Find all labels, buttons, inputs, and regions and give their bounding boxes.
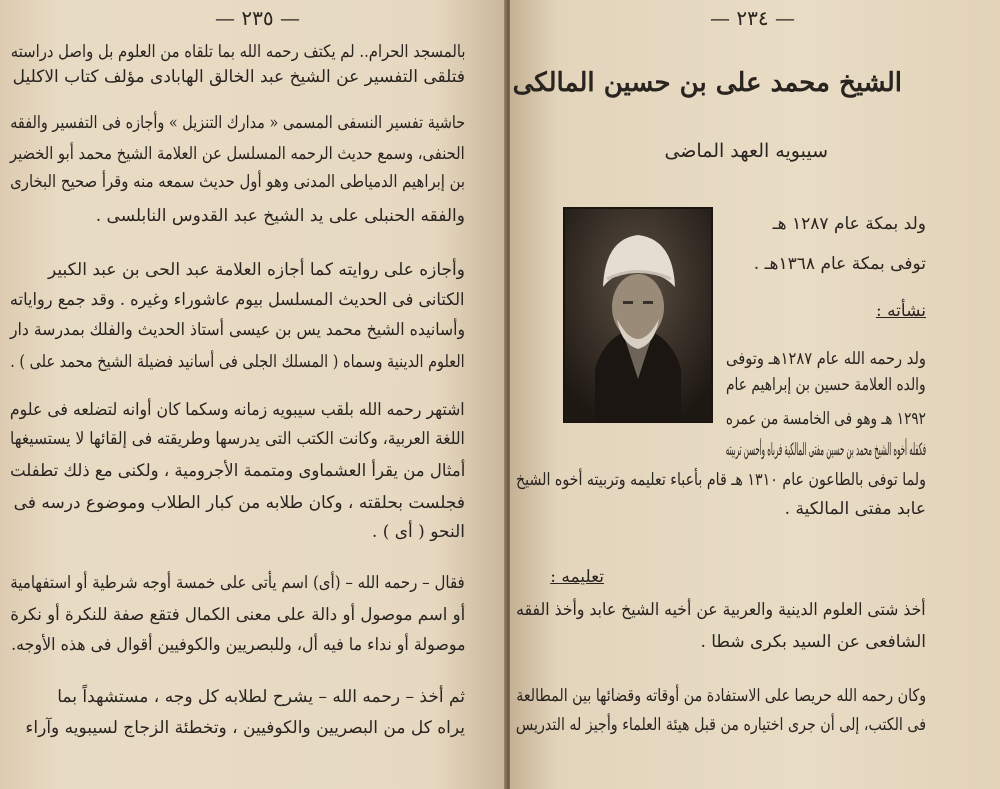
text-line: فكفله أخوه الشيخ محمد بن حسين مفتى المالكية فرباه وأحسن تربيته: [725, 440, 926, 460]
text-line: بالمسجد الحرام.. لم يكتف رحمه الله بما تلقاه من العلوم بل واصل دراسته: [10, 42, 465, 62]
portrait-photo: [563, 207, 713, 423]
right-page: [510, 0, 1000, 789]
text-line: ولد رحمه الله عام ١٢٨٧هـ وتوفى: [726, 349, 926, 369]
text-line: الحنفى، وسمع حديث الرحمه المسلسل عن العلامة الشيخ محمد أبو الخضير: [10, 144, 465, 164]
text-line: بن إبراهيم الدمياطى المدنى وهو أول حديث سمعه منه وقرأ صحيح البخارى: [10, 172, 465, 192]
biography-title: الشيخ محمد على بن حسين المالكى: [512, 68, 902, 98]
text-line: ولما توفى بالطاعون عام ١٣١٠ هـ قام بأعباء تعليمه وتربيته أخوه الشيخ: [516, 470, 926, 490]
text-line: أو اسم موصول أو دالة على معنى الكمال فتقع صفة للنكرة أو نكرة: [9, 605, 465, 625]
text-line: حاشية تفسير النسفى المسمى « مدارك التنزيل » وأجازه فى التفسير والفقه: [10, 113, 465, 133]
text-line: موصولة أو نداء ما فيه أل، وللبصريين والكوفيين أقوال فى هذه الأوجه.: [10, 635, 465, 655]
text-line: الشافعى عن السيد بكرى شطا .: [700, 632, 926, 652]
text-line: أمثال من يقرأ العشماوى ومتممة الأجرومية ، ولكنى مع ذلك تطفلت: [9, 461, 465, 481]
text-line: أخذ شتى العلوم الدينية والعربية عن أخيه الشيخ عابد وأخذ الفقه: [516, 600, 926, 620]
text-line: ١٢٩٢ هـ وهو فى الخامسة من عمره: [726, 409, 926, 429]
text-line: العلوم الدينية وسماه ( المسلك الجلى فى أسانيد فضيلة الشيخ محمد على ) .: [10, 352, 465, 372]
text-line: وكان رحمه الله حريصا على الاستفادة من أوقاته وقضائها بين المطالعة: [516, 686, 926, 706]
text-line: فتلقى التفسير عن الشيخ عبد الخالق الهابادى مؤلف كتاب الاكليل: [12, 67, 465, 87]
text-line: والفقه الحنبلى على يد الشيخ عبد القدوس النابلسى .: [95, 206, 465, 226]
text-line: اشتهر رحمه الله بلقب سيبويه زمانه وسكما كان أوانه لتضلعه فى علوم: [10, 400, 465, 420]
text-line: النحو ( أى ) .: [371, 522, 465, 542]
section-heading-upbringing: نشأته :: [875, 301, 926, 321]
biography-subtitle: سيبويه العهد الماضى: [664, 140, 828, 162]
text-line: وأجازه على روايته كما أجازه العلامة عبد الحى بن عبد الكبير: [48, 260, 465, 280]
text-line: والده العلامة حسين بن إبراهيم عام: [726, 375, 926, 395]
text-line: فى الكتب، إلى أن جرى اختياره من قبل هيئة العلماء وأجيز له التدريس: [515, 715, 926, 735]
text-line: عابد مفتى المالكية .: [784, 499, 926, 519]
portrait-image: [565, 209, 711, 421]
birth-info: ولد بمكة عام ١٢٨٧ هـ: [772, 214, 926, 234]
section-heading-education: تعليمه :: [550, 567, 604, 587]
page-number: — ٢٣٥ —: [215, 6, 300, 30]
text-line: وأسانيده الشيخ محمد يس بن عيسى أستاذ الحديث والفلك بمدرسة دار: [9, 320, 465, 340]
text-line: يراه كل من البصريين والكوفيين ، وتخطئة الزجاج لسيبويه وآراء: [25, 718, 465, 738]
text-line: فجلست بحلقته ، وكان طلابه من كبار الطلاب وموضوع درسه فى: [13, 493, 465, 513]
text-line: فقال – رحمه الله – (أى) اسم يأتى على خمسة أوجه شرطية أو استفهامية: [10, 573, 465, 593]
text-line: ثم أخذ – رحمه الله – يشرح لطلابه كل وجه ، مستشهداً بما: [57, 687, 465, 707]
text-line: اللغة العربية، وكانت الكتب التى يدرسها وطريقته فى إلقائها لا يستسيغها: [10, 429, 465, 449]
text-line: الكتانى فى الحديث المسلسل بيوم عاشوراء وغيره . وقد جمع رواياته: [10, 290, 465, 310]
page-number: — ٢٣٤ —: [710, 6, 795, 30]
death-info: توفى بمكة عام ١٣٦٨هـ .: [753, 254, 926, 274]
